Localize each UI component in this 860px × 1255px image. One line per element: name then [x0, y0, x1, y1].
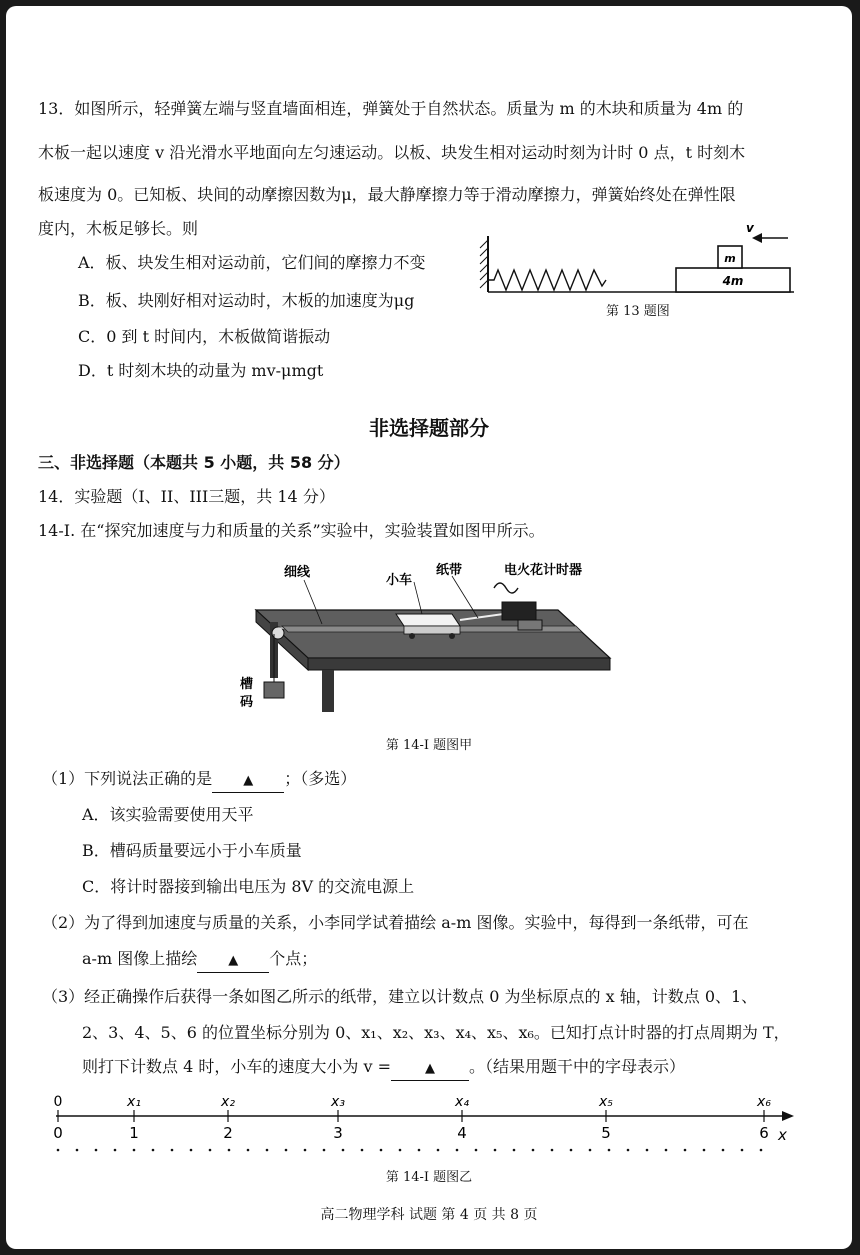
tape-dot-15 [342, 1149, 345, 1152]
bottom-label-1: 1 [129, 1124, 139, 1142]
q14-s3-prompt: 则打下计数点 4 时，小车的速度大小为 v = [82, 1057, 391, 1076]
tape-dot-3 [114, 1149, 117, 1152]
board-label: 4m [722, 274, 744, 288]
tape-dot-34 [703, 1149, 706, 1152]
tape-dot-33 [684, 1149, 687, 1152]
tape-bottom-labels [53, 1124, 787, 1144]
tape-dot-36 [741, 1149, 744, 1152]
velocity-label: v [746, 221, 754, 235]
tape-dot-0 [57, 1149, 60, 1152]
q13-option-a: A．板、块发生相对运动前，它们间的摩擦力不变 [78, 253, 426, 272]
q14-s1-line [42, 768, 356, 793]
q14-s1-option-b: B．槽码质量要远小于小车质量 [82, 841, 302, 860]
tape-dot-10 [247, 1149, 250, 1152]
q14-s2-line-2 [82, 948, 317, 973]
q14-s3-line-1: （3）经正确操作后获得一条如图乙所示的纸带，建立以计数点 0 为坐标原点的 x 轴，计数点 0、1、 [42, 987, 758, 1006]
section-title: 非选择题部分 [369, 416, 489, 440]
q14-s2-suffix: 个点； [269, 949, 318, 968]
top-label-x2: x₂ [221, 1094, 235, 1110]
q13-line-1: 13．如图所示，轻弹簧左端与竖直墙面相连，弹簧处于自然状态。质量为 m 的木块和质量为 4m 的 [38, 99, 744, 118]
top-label-x6: x₆ [757, 1094, 771, 1110]
tape-dot-31 [646, 1149, 649, 1152]
tape-dot-37 [760, 1149, 763, 1152]
q14-s1-option-c: C．将计时器接到输出电压为 8V 的交流电源上 [82, 877, 415, 896]
tape-dot-18 [399, 1149, 402, 1152]
q14-figure-yi-caption: 第 14-I 题图乙 [385, 1170, 473, 1185]
q14-s3-suffix: 。（结果用题干中的字母表示） [468, 1057, 685, 1076]
tape-top-labels [54, 1094, 772, 1110]
label-tape: 纸带 [436, 563, 463, 578]
exam-page [6, 6, 852, 1249]
tape-dot-26 [551, 1149, 554, 1152]
page-footer: 高二物理学科 试题 第 4 页 共 8 页 [320, 1207, 538, 1223]
tape-dot-2 [95, 1149, 98, 1152]
top-label-x4: x₄ [455, 1094, 469, 1110]
label-cart: 小车 [386, 573, 413, 588]
timer [502, 602, 536, 620]
q13-figure [476, 216, 796, 296]
cart [396, 614, 460, 626]
q13-line-4: 度内，木板足够长。则 [38, 219, 199, 238]
bottom-label-2: 2 [223, 1124, 233, 1142]
tape-dot-17 [380, 1149, 383, 1152]
top-label-x5: x₅ [599, 1094, 613, 1110]
tape-dot-24 [513, 1149, 516, 1152]
tape-dot-27 [570, 1149, 573, 1152]
tape-dot-12 [285, 1149, 288, 1152]
blank-marker: ▲ [424, 1061, 435, 1076]
tape-dot-19 [418, 1149, 421, 1152]
bottom-label-6: 6 [759, 1124, 769, 1142]
label-timer: 电火花计时器 [504, 563, 583, 578]
tape-dot-1 [76, 1149, 79, 1152]
q14-s1-prompt: （1）下列说法正确的是 [42, 769, 213, 788]
bottom-label-5: 5 [601, 1124, 611, 1142]
q14-s2-prompt: a-m 图像上描绘 [82, 949, 198, 968]
q14-figure-jia-caption: 第 14-I 题图甲 [385, 738, 473, 753]
bottom-label-4: 4 [457, 1124, 467, 1142]
q14-intro: 14．实验题（I、II、III三题，共 14 分） [38, 487, 335, 506]
tape-dot-4 [133, 1149, 136, 1152]
tape-dot-14 [323, 1149, 326, 1152]
tape-dot-20 [437, 1149, 440, 1152]
tape-dot-30 [627, 1149, 630, 1152]
label-weight-2: 码 [240, 695, 254, 710]
answer-blank-2[interactable] [197, 948, 269, 973]
weight [264, 682, 284, 698]
top-label-0: 0 [53, 1094, 63, 1110]
block-label: m [724, 252, 736, 265]
bottom-label-0: 0 [53, 1124, 63, 1142]
tape-dot-28 [589, 1149, 592, 1152]
spring [488, 270, 606, 290]
q13-option-d: D．t 时刻木块的动量为 mv-μmgt [78, 361, 324, 380]
tape-dot-5 [152, 1149, 155, 1152]
bottom-label-3: 3 [333, 1124, 343, 1142]
top-label-x1: x₁ [127, 1094, 141, 1110]
q14-part1-intro: 14-I. 在“探究加速度与力和质量的关系”实验中，实验装置如图甲所示。 [38, 521, 545, 540]
tape-dot-35 [722, 1149, 725, 1152]
tape-dot-22 [475, 1149, 478, 1152]
q14-s3-line-2: 2、3、4、5、6 的位置坐标分别为 0、x₁、x₂、x₃、x₄、x₅、x₆。已知打点计时器的打点周期为 T， [82, 1023, 790, 1042]
q13-option-b: B．板、块刚好相对运动时，木板的加速度为μg [78, 291, 415, 310]
axis-label: x [778, 1126, 787, 1144]
top-label-x3: x₃ [331, 1094, 345, 1110]
q14-s3-line-3 [82, 1056, 685, 1081]
tape-dot-23 [494, 1149, 497, 1152]
q14-apparatus-figure [226, 554, 626, 724]
label-weight-1: 槽 [240, 677, 254, 692]
tape-dot-7 [190, 1149, 193, 1152]
q13-line-3: 板速度为 0。已知板、块间的动摩擦因数为μ，最大静摩擦力等于滑动摩擦力，弹簧始终处在弹性限 [38, 185, 736, 204]
tape-dot-8 [209, 1149, 212, 1152]
label-string: 细线 [284, 565, 311, 580]
q14-s1-suffix: ；（多选） [284, 769, 357, 788]
q14-s1-option-a: A．该实验需要使用天平 [82, 805, 254, 824]
tape-dot-29 [608, 1149, 611, 1152]
tape-dot-32 [665, 1149, 668, 1152]
q13-figure-caption: 第 13 题图 [606, 304, 670, 319]
blank-marker: ▲ [243, 773, 254, 788]
tape-dots [57, 1149, 763, 1152]
q13-option-c: C．0 到 t 时间内，木板做简谐振动 [78, 327, 331, 346]
answer-blank-3[interactable] [391, 1056, 469, 1081]
tape-dot-21 [456, 1149, 459, 1152]
axis-arrow-icon [782, 1111, 794, 1121]
section-heading: 三、非选择题（本题共 5 小题，共 58 分） [38, 453, 350, 472]
tape-dot-16 [361, 1149, 364, 1152]
tape-dot-9 [228, 1149, 231, 1152]
blank-marker: ▲ [228, 953, 239, 968]
q13-line-2: 木板一起以速度 v 沿光滑水平地面向左匀速运动。以板、块发生相对运动时刻为计时 0 点，t 时刻木 [38, 143, 746, 162]
q14-tape-figure [36, 1086, 806, 1158]
tape-dot-25 [532, 1149, 535, 1152]
tape-dot-11 [266, 1149, 269, 1152]
q14-s2-line-1: （2）为了得到加速度与质量的关系，小李同学试着描绘 a-m 图像。实验中，每得到一条纸带，可在 [42, 913, 749, 932]
tape-dot-13 [304, 1149, 307, 1152]
answer-blank-1[interactable] [212, 768, 284, 793]
tape-dot-6 [171, 1149, 174, 1152]
